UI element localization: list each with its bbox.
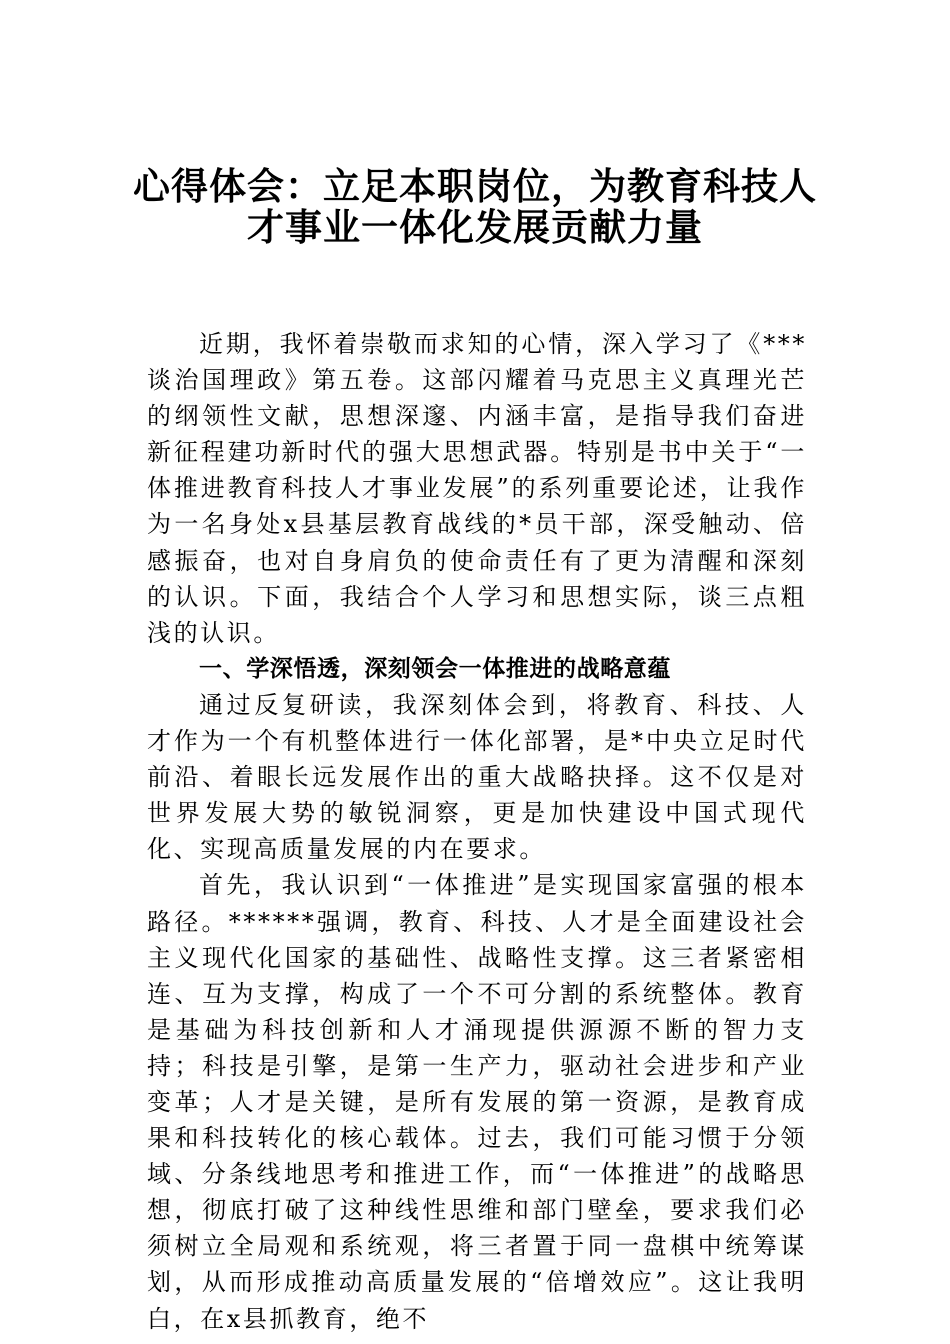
document-title-line-2: 才事业一体化发展贡献力量 xyxy=(247,205,703,249)
section-heading-1: 一、学深悟透，深刻领会一体推进的战略意蕴 xyxy=(199,655,671,682)
paragraph-intro: 近期，我怀着崇敬而求知的心情，深入学习了《***谈治国理政》第五卷。这部闪耀着马克思主义真理光芒的纲领性文献，思想深邃、内涵丰富，是指导我们奋进新征程建功新时代的强大思想武器。特别是书中关于“一体推进教育科技人才事业发展”的系列重要论述，让我作为一名身处x县基层教育战线的*员干部，深受触动、倍感振奋，也对自身肩负的使命责任有了更为清醒和深刻的认识。下面，我结合个人学习和思想实际，谈三点粗浅的认识。 xyxy=(147,330,807,647)
paragraph-section1-b: 首先，我认识到“一体推进”是实现国家富强的根本路径。******强调，教育、科技、人才是全面建设社会主义现代化国家的基础性、战略性支撑。这三者紧密相连、互为支撑，构成了一个不可分割的系统整体。教育是基础为科技创新和人才涌现提供源源不断的智力支持；科技是引擎，是第一生产力，驱动社会进步和产业变革；人才是关键，是所有发展的第一资源，是教育成果和科技转化的核心载体。过去，我们可能习惯于分领域、分条线地思考和推进工作，而“一体推进”的战略思想，彻底打破了这种线性思维和部门壁垒，要求我们必须树立全局观和系统观，将三者置于同一盘棋中统筹谋划，从而形成推动高质量发展的“倍增效应”。这让我明白，在x县抓教育，绝不 xyxy=(147,871,807,1333)
document-body xyxy=(147,326,807,1337)
paragraph-section1-a: 通过反复研读，我深刻体会到，将教育、科技、人才作为一个有机整体进行一体化部署，是*中央立足时代前沿、着眼长远发展作出的重大战略抉择。这不仅是对世界发展大势的敏锐洞察，更是加快建设中国式现代化、实现高质量发展的内在要求。 xyxy=(147,690,807,864)
document-title-line-1: 心得体会：立足本职岗位，为教育科技人 xyxy=(133,164,817,208)
